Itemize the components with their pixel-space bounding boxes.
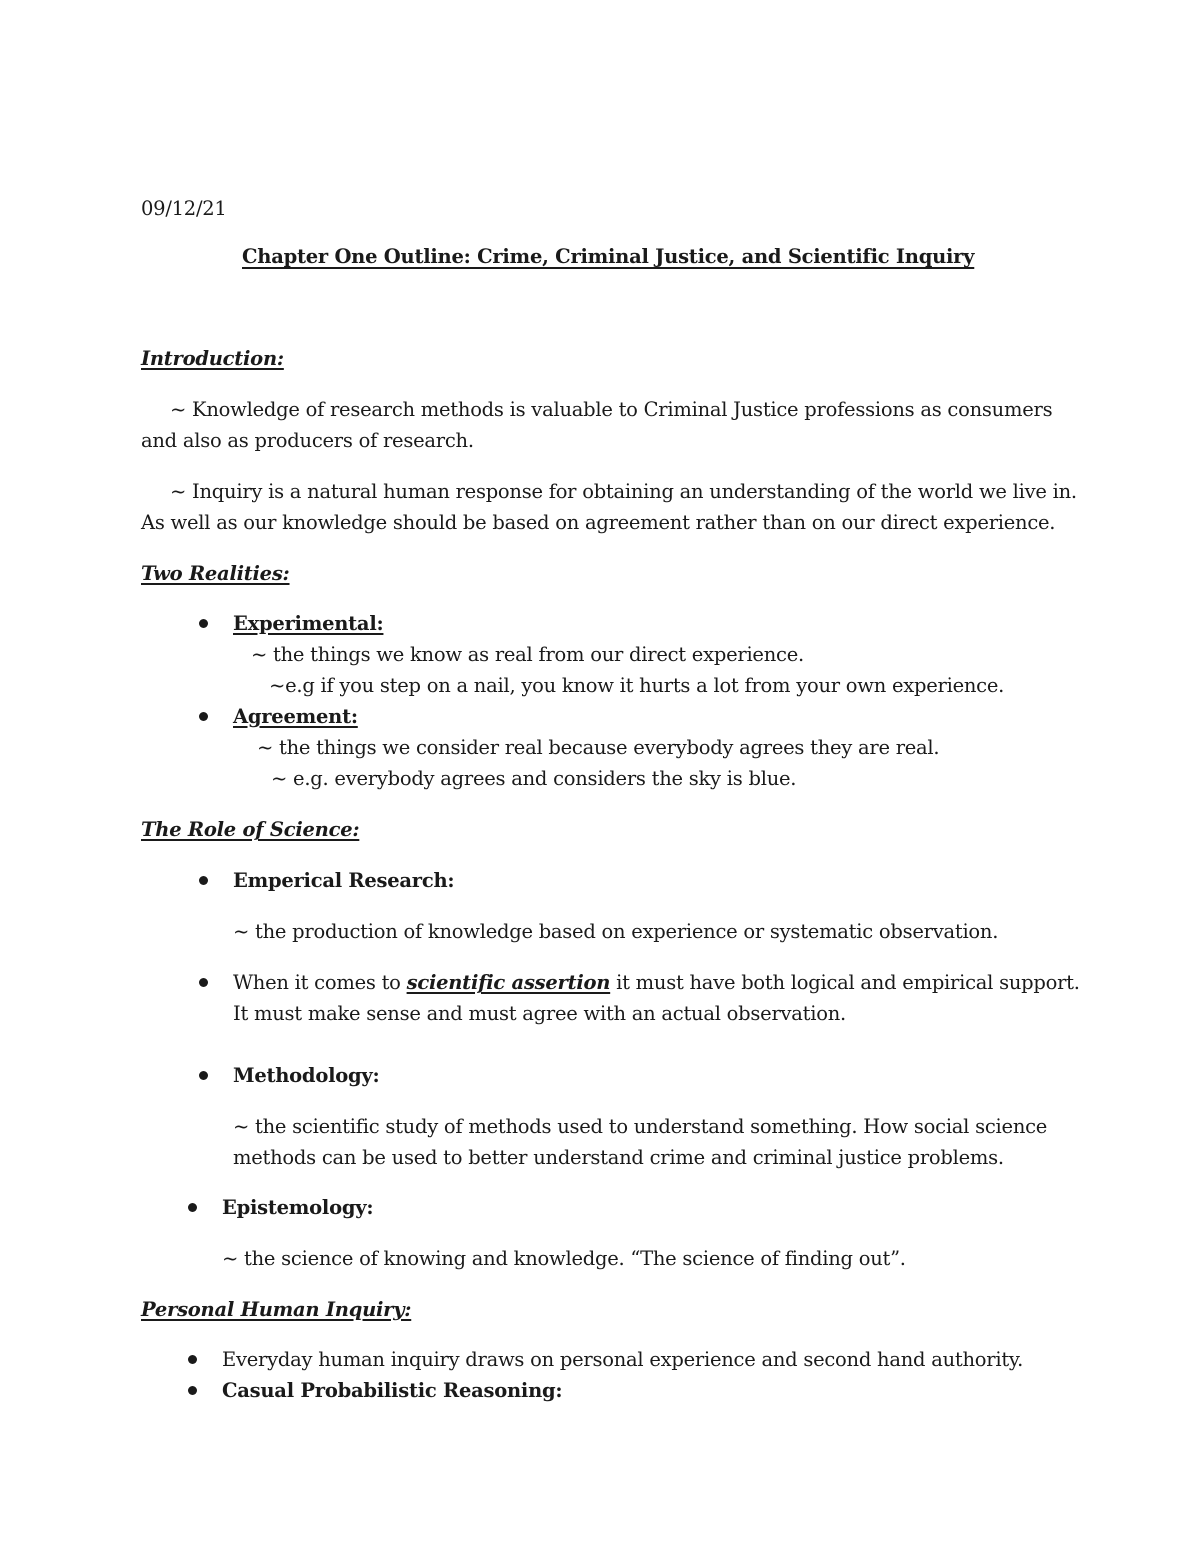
page-title: Chapter One Outline: Crime, Criminal Justice, and Scientific Inquiry [242, 245, 975, 268]
date: 09/12/21 [141, 197, 227, 220]
bullet-icon [188, 1355, 197, 1364]
agreement-definition: ~ the things we consider real because everybody agrees they are real. [257, 736, 940, 759]
agreement-example: ~ e.g. everybody agrees and considers the sky is blue. [271, 767, 797, 790]
scientific-assertion-pre: When it comes to [233, 971, 407, 994]
personal-human-inquiry-heading: Personal Human Inquiry: [141, 1298, 412, 1321]
introduction-paragraph-2-line-2: As well as our knowledge should be based on agreement rather than on our direct experience. [141, 511, 1056, 534]
experimental-example: ~e.g if you step on a nail, you know it hurts a lot from your own experience. [269, 674, 1005, 697]
bullet-icon [199, 1071, 208, 1080]
bullet-icon [199, 619, 208, 628]
methodology-label: Methodology: [233, 1064, 380, 1087]
introduction-paragraph-2-line-1: ~ Inquiry is a natural human response for obtaining an understanding of the world we live in. [170, 480, 1077, 503]
introduction-paragraph-1-line-1: ~ Knowledge of research methods is valuable to Criminal Justice professions as consumers [170, 398, 1053, 421]
methodology-definition-line-1: ~ the scientific study of methods used to understand something. How social science [233, 1115, 1048, 1138]
introduction-paragraph-1-line-2: and also as producers of research. [141, 429, 474, 452]
bullet-icon [199, 978, 208, 987]
bullet-icon [199, 712, 208, 721]
two-realities-heading: Two Realities: [141, 562, 290, 585]
agreement-label: Agreement: [233, 705, 358, 728]
epistemology-label: Epistemology: [222, 1196, 374, 1219]
casual-probabilistic-reasoning-item: Casual Probabilistic Reasoning: [222, 1379, 563, 1402]
empirical-research-label: Emperical Research: [233, 869, 455, 892]
role-of-science-heading: The Role of Science: [141, 818, 360, 841]
epistemology-definition: ~ the science of knowing and knowledge. “The science of finding out”. [222, 1247, 906, 1270]
empirical-research-definition: ~ the production of knowledge based on experience or systematic observation. [233, 920, 999, 943]
bullet-icon [188, 1386, 197, 1395]
bullet-icon [188, 1203, 197, 1212]
experimental-label: Experimental: [233, 612, 384, 635]
experimental-definition: ~ the things we know as real from our direct experience. [251, 643, 804, 666]
scientific-assertion-term: scientific assertion [406, 971, 611, 994]
scientific-assertion-line-2: It must make sense and must agree with an actual observation. [233, 1002, 846, 1025]
introduction-heading: Introduction: [141, 347, 284, 370]
scientific-assertion-line-1 [233, 971, 1080, 995]
scientific-assertion-post: it must have both logical and empirical support. [610, 971, 1080, 994]
bullet-icon [199, 876, 208, 885]
methodology-definition-line-2: methods can be used to better understand crime and criminal justice problems. [233, 1146, 1004, 1169]
everyday-inquiry-item: Everyday human inquiry draws on personal experience and second hand authority. [222, 1348, 1024, 1371]
